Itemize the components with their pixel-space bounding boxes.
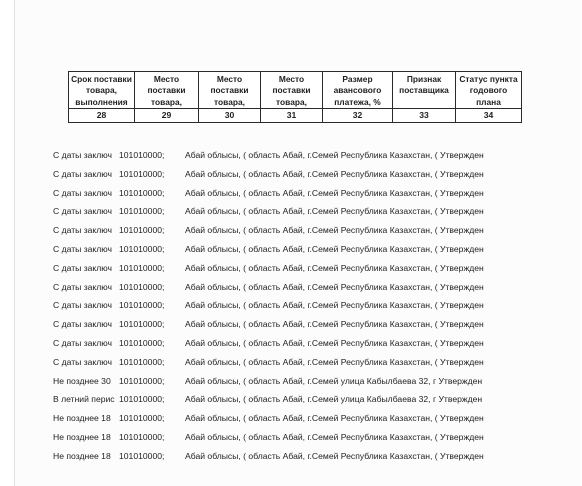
- table-row: [15, 147, 581, 163]
- header-number: 31: [261, 108, 322, 122]
- term-cell: Не позднее 18: [53, 432, 111, 442]
- term-cell: С даты заключ: [53, 150, 113, 160]
- table-row: [15, 279, 581, 295]
- header-label: Место поставки товара,: [210, 74, 249, 107]
- header-label: Статус пункта годового плана: [459, 74, 518, 107]
- header-label: Срок поставки товара, выполнения: [71, 74, 132, 107]
- table-row: [15, 203, 581, 219]
- term-cell: С даты заключ: [53, 225, 113, 236]
- code-cell: 101010000;: [119, 413, 165, 424]
- term-cell: С даты заключ: [53, 356, 113, 367]
- table-row: [15, 335, 581, 351]
- code-cell: 101010000;: [119, 319, 165, 330]
- header-cell: [261, 72, 323, 122]
- code-cell: 101010000;: [119, 281, 165, 292]
- place-cell: Абай облысы, ( область Абай, г.Семей Республика Казахстан, ( Утвержден: [185, 244, 484, 254]
- code-cell: 101010000;: [119, 375, 165, 386]
- table-row: [15, 316, 581, 332]
- header-label: Признак поставщика: [399, 74, 449, 96]
- code-cell: 101010000;: [119, 168, 165, 179]
- term-cell: В летний перис: [53, 394, 115, 405]
- table-row: [15, 166, 581, 182]
- code-cell: 101010000;: [119, 225, 165, 236]
- code-cell: 101010000;: [119, 356, 165, 367]
- table-row: [15, 448, 581, 464]
- table-row: [15, 410, 581, 426]
- table-row: [15, 222, 581, 238]
- header-cell: [135, 72, 199, 122]
- code-cell: 101010000;: [119, 338, 165, 348]
- term-cell: С даты заключ: [53, 300, 113, 311]
- header-number: 29: [135, 108, 198, 122]
- term-cell: С даты заключ: [53, 168, 113, 179]
- place-cell: Абай облысы, ( область Абай, г.Семей Республика Казахстан, ( Утвержден: [185, 432, 484, 442]
- place-cell: Абай облысы, ( область Абай, г.Семей Республика Казахстан, ( Утвержден: [185, 356, 484, 367]
- place-cell: Абай облысы, ( область Абай, г.Семей Республика Казахстан, ( Утвержден: [185, 338, 484, 348]
- term-cell: Не позднее 18: [53, 450, 111, 461]
- place-cell: Абай облысы, ( область Абай, г.Семей Республика Казахстан, ( Утвержден: [185, 319, 484, 330]
- code-cell: 101010000;: [119, 394, 165, 405]
- header-label: Место поставки товара,: [147, 74, 186, 107]
- place-cell: Абай облысы, ( область Абай, г.Семей Республика Казахстан, ( Утвержден: [185, 206, 484, 217]
- term-cell: С даты заключ: [53, 187, 113, 198]
- table-row: [15, 429, 581, 445]
- table-row: [15, 391, 581, 407]
- code-cell: 101010000;: [119, 244, 165, 254]
- header-label: Место поставки товара,: [272, 74, 311, 107]
- term-cell: Не позднее 18: [53, 413, 111, 424]
- term-cell: Не позднее 30: [53, 375, 111, 386]
- code-cell: 101010000;: [119, 450, 165, 461]
- code-cell: 101010000;: [119, 150, 165, 160]
- table-row: [15, 297, 581, 313]
- header-number: 33: [393, 108, 455, 122]
- term-cell: С даты заключ: [53, 262, 113, 273]
- table-row: [15, 354, 581, 370]
- document-page: [14, 0, 581, 486]
- header-cell: [69, 72, 135, 122]
- code-cell: 101010000;: [119, 432, 165, 442]
- header-label: Размер авансового платежа, %: [333, 74, 382, 107]
- place-cell: Абай облысы, ( область Абай, г.Семей Республика Казахстан, ( Утвержден: [185, 150, 484, 160]
- table-row: [15, 185, 581, 201]
- table-row: [15, 260, 581, 276]
- table-row: [15, 373, 581, 389]
- header-number: 30: [199, 108, 260, 122]
- term-cell: С даты заключ: [53, 281, 113, 292]
- place-cell: Абай облысы, ( область Абай, г.Семей Республика Казахстан, ( Утвержден: [185, 262, 484, 273]
- place-cell: Абай облысы, ( область Абай, г.Семей Республика Казахстан, ( Утвержден: [185, 187, 484, 198]
- place-cell: Абай облысы, ( область Абай, г.Семей Республика Казахстан, ( Утвержден: [185, 225, 484, 236]
- term-cell: С даты заключ: [53, 319, 113, 330]
- code-cell: 101010000;: [119, 300, 165, 311]
- place-cell: Абай облысы, ( область Абай, г.Семей Республика Казахстан, ( Утвержден: [185, 300, 484, 311]
- code-cell: 101010000;: [119, 262, 165, 273]
- header-number: 28: [69, 108, 134, 122]
- term-cell: С даты заключ: [53, 338, 113, 348]
- header-number: 32: [323, 108, 392, 122]
- header-number: 34: [456, 108, 521, 122]
- term-cell: С даты заключ: [53, 244, 113, 254]
- place-cell: Абай облысы, ( область Абай, г.Семей улица Кабылбаева 32, г Утвержден: [185, 375, 483, 386]
- header-cell: [393, 72, 456, 122]
- header-cell: [199, 72, 261, 122]
- place-cell: Абай облысы, ( область Абай, г.Семей Республика Казахстан, ( Утвержден: [185, 168, 484, 179]
- place-cell: Абай облысы, ( область Абай, г.Семей Республика Казахстан, ( Утвержден: [185, 281, 484, 292]
- place-cell: Абай облысы, ( область Абай, г.Семей улица Кабылбаева 32, г Утвержден: [185, 394, 483, 405]
- table-row: [15, 241, 581, 257]
- code-cell: 101010000;: [119, 206, 165, 217]
- code-cell: 101010000;: [119, 187, 165, 198]
- place-cell: Абай облысы, ( область Абай, г.Семей Республика Казахстан, ( Утвержден: [185, 450, 484, 461]
- header-cell: [323, 72, 393, 122]
- term-cell: С даты заключ: [53, 206, 113, 217]
- place-cell: Абай облысы, ( область Абай, г.Семей Республика Казахстан, ( Утвержден: [185, 413, 484, 424]
- header-cell: [456, 72, 521, 122]
- table-header: [68, 71, 522, 123]
